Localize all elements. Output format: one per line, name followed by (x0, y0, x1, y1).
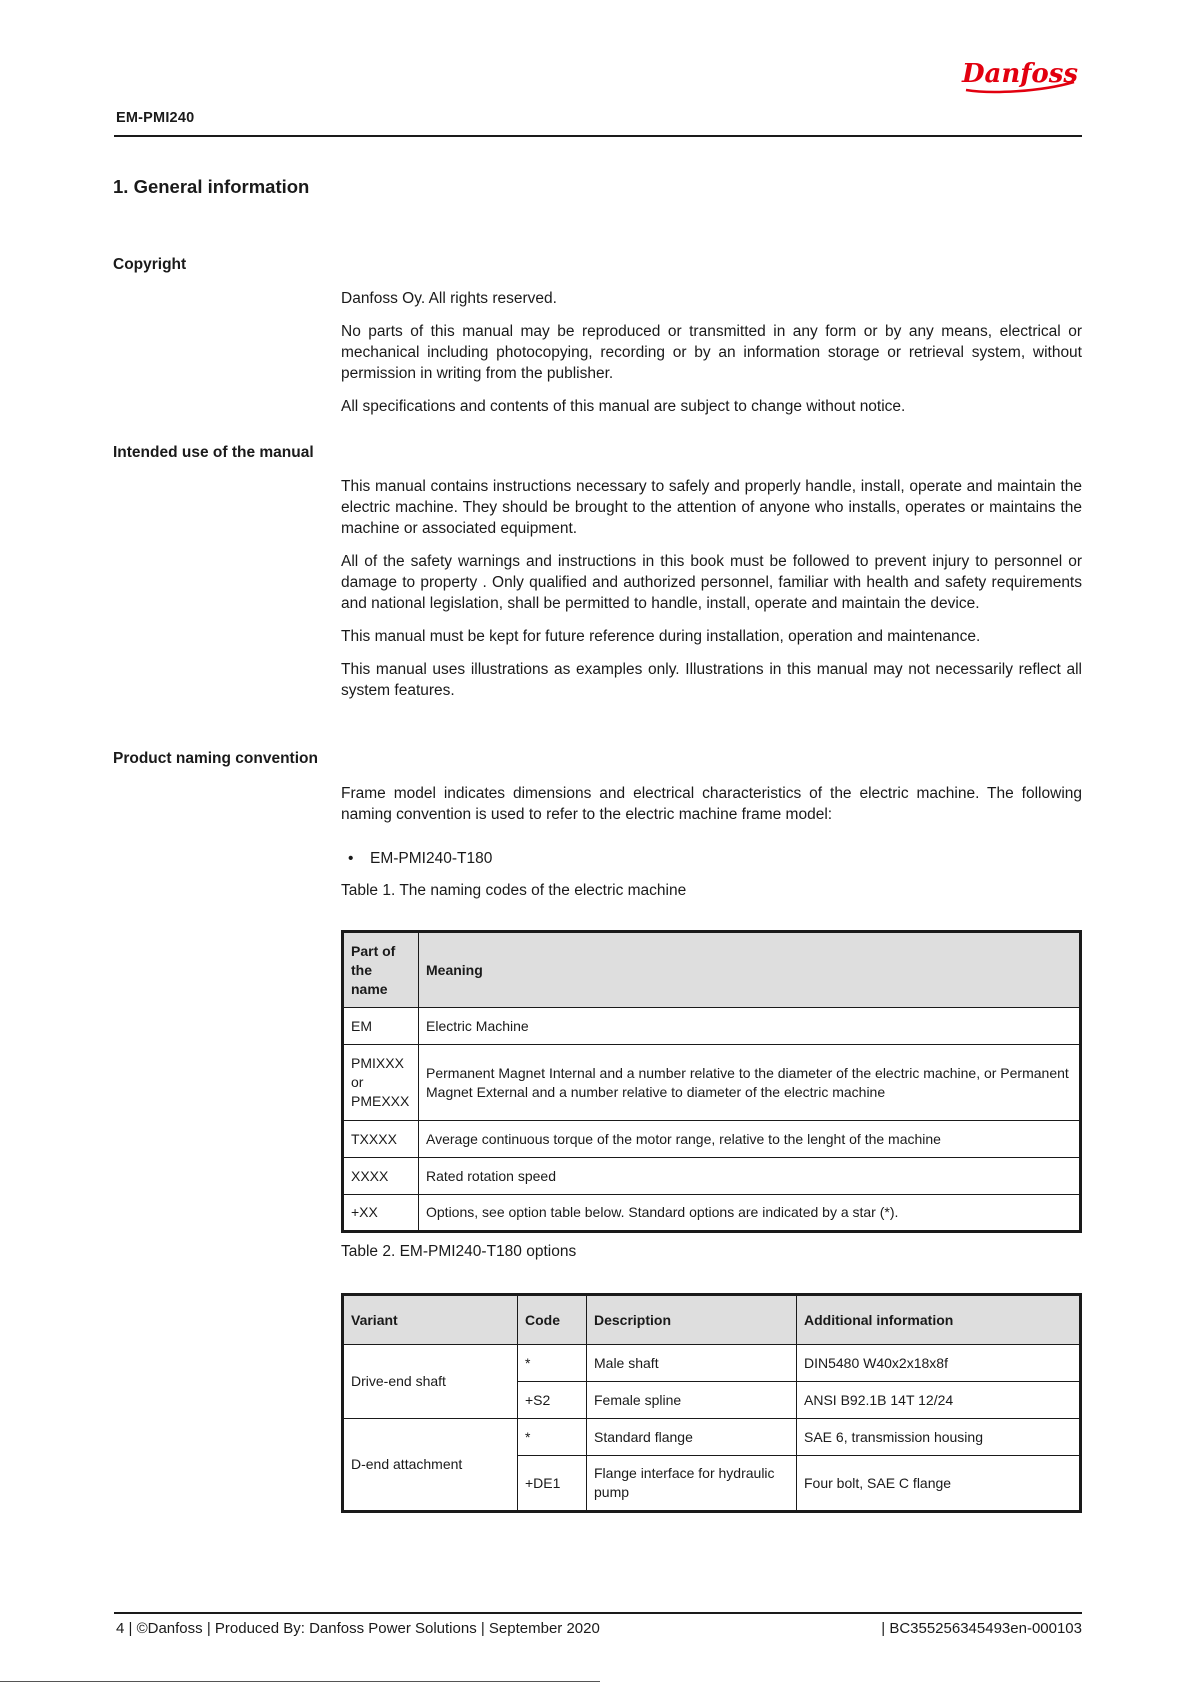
table-cell: TXXXX (343, 1121, 419, 1158)
bullet-item (348, 850, 492, 868)
table-cell: Drive-end shaft (343, 1345, 518, 1419)
copyright-paragraph: All specifications and contents of this manual are subject to change without notice. (341, 398, 906, 415)
table-cell: Options, see option table below. Standard options are indicated by a star (*). (419, 1195, 1081, 1232)
copyright-paragraph: No parts of this manual may be reproduced or transmitted in any form or by any means, electrical or mechanical including photocopying, recording or by an information storage or retrieval system, without permission in writing from the publisher. (341, 323, 1082, 382)
table-cell: EM (343, 1008, 419, 1045)
table-cell: Flange interface for hydraulic pump (587, 1456, 797, 1512)
bullet-text: EM-PMI240-T180 (370, 850, 493, 867)
table-row (343, 1158, 1081, 1195)
table-header: Variant (343, 1295, 518, 1345)
table-cell: +S2 (518, 1382, 587, 1419)
table-header: Code (518, 1295, 587, 1345)
table-cell: Rated rotation speed (419, 1158, 1081, 1195)
table-header: Description (587, 1295, 797, 1345)
table-header: Part of the name (343, 932, 419, 1008)
danfoss-logo (960, 52, 1080, 96)
copyright-body (341, 288, 1082, 429)
naming-body (341, 783, 1082, 837)
table2-caption: Table 2. EM-PMI240-T180 options (341, 1243, 577, 1260)
page-bottom-edge (0, 1681, 600, 1682)
naming-paragraph: Frame model indicates dimensions and electrical characteristics of the electric machine. The following naming convention is used to refer to the electric machine frame model: (341, 785, 1082, 823)
bullet-dot: • (348, 850, 354, 867)
table1-caption: Table 1. The naming codes of the electric machine (341, 882, 687, 899)
intended-use-body (341, 476, 1082, 713)
table-cell: +DE1 (518, 1456, 587, 1512)
svg-text:Danfoss: Danfoss (961, 59, 1079, 89)
footer-divider (114, 1612, 1082, 1614)
table-cell: PMIXXX or PMEXXX (343, 1045, 419, 1121)
table-cell: XXXX (343, 1158, 419, 1195)
table-cell: Electric Machine (419, 1008, 1081, 1045)
table-cell: * (518, 1419, 587, 1456)
table-cell: Male shaft (587, 1345, 797, 1382)
table-cell: Permanent Magnet Internal and a number relative to the diameter of the electric machine, or Permanent Magnet External and a number relative to diameter of the electric machine (419, 1045, 1081, 1121)
footer-right-text: | BC355256345493en-000103 (881, 1620, 1082, 1637)
table-cell: D-end attachment (343, 1419, 518, 1512)
table-cell: +XX (343, 1195, 419, 1232)
table-row (343, 1121, 1081, 1158)
section-title: 1. General information (113, 176, 310, 197)
intended-use-heading: Intended use of the manual (113, 444, 314, 461)
table-cell: Four bolt, SAE C flange (797, 1456, 1081, 1512)
table-header: Meaning (419, 932, 1081, 1008)
table-row (343, 1195, 1081, 1232)
table-cell: Female spline (587, 1382, 797, 1419)
table-cell: Average continuous torque of the motor range, relative to the lenght of the machine (419, 1121, 1081, 1158)
intended-use-paragraph: This manual contains instructions necessary to safely and properly handle, install, operate and maintain the electric machine. They should be brought to the attention of anyone who installs, operates or maintains the machine or associated equipment. (341, 478, 1082, 537)
options-table (341, 1293, 1082, 1513)
intended-use-paragraph: All of the safety warnings and instructions in this book must be followed to prevent injury to personnel or damage to property . Only qualified and authorized personnel, familiar with health and safety requirements and national legislation, shall be permitted to handle, install, operate and maintain the device. (341, 553, 1082, 612)
table-cell: ANSI B92.1B 14T 12/24 (797, 1382, 1081, 1419)
intended-use-paragraph: This manual must be kept for future reference during installation, operation and maintenance. (341, 628, 981, 645)
header-divider (114, 135, 1082, 137)
table-cell: * (518, 1345, 587, 1382)
copyright-heading: Copyright (113, 256, 187, 273)
table-row (343, 1008, 1081, 1045)
footer-left-text: 4 | ©Danfoss | Produced By: Danfoss Power Solutions | September 2020 (116, 1620, 600, 1637)
naming-heading: Product naming convention (113, 750, 318, 767)
table-cell: DIN5480 W40x2x18x8f (797, 1345, 1081, 1382)
table-cell: Standard flange (587, 1419, 797, 1456)
table-row (343, 1345, 1081, 1382)
table-row (343, 1419, 1081, 1456)
table-header: Additional information (797, 1295, 1081, 1345)
copyright-paragraph: Danfoss Oy. All rights reserved. (341, 290, 557, 307)
intended-use-paragraph: This manual uses illustrations as examples only. Illustrations in this manual may not necessarily reflect all system features. (341, 661, 1082, 699)
table-cell: SAE 6, transmission housing (797, 1419, 1081, 1456)
naming-codes-table (341, 930, 1082, 1233)
table-row (343, 1045, 1081, 1121)
document-id: EM-PMI240 (116, 110, 195, 126)
